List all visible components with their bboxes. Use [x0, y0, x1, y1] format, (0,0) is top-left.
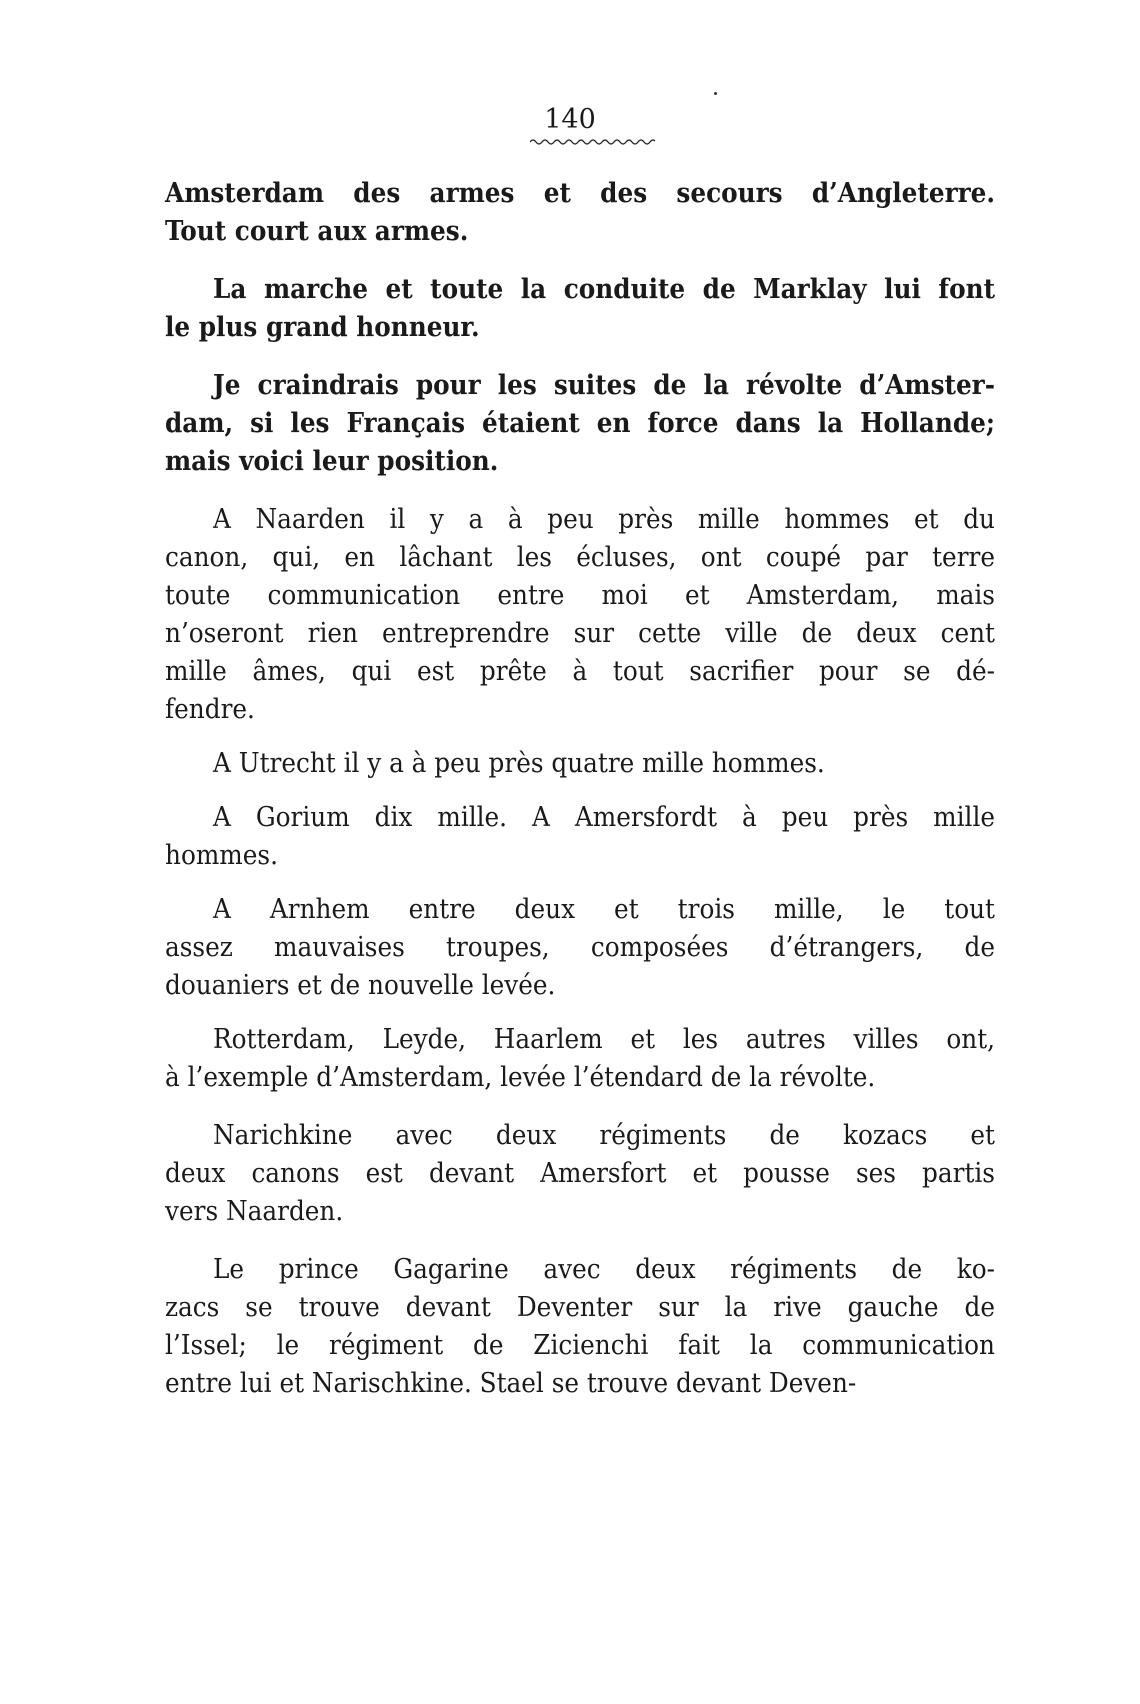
paragraph	[165, 1116, 995, 1230]
text-line: vers Naarden.	[165, 1195, 344, 1227]
paragraph	[165, 1020, 995, 1096]
body-text	[165, 174, 995, 1402]
text-line: Je craindrais pour les suites de la révolte d’Amster-	[213, 369, 995, 401]
text-line: Tout court aux armes.	[165, 215, 469, 247]
text-line: deux canons est devant Amersfort et pousse ses partis	[165, 1157, 995, 1189]
paragraph	[165, 744, 995, 782]
paragraph	[165, 1250, 995, 1402]
text-line: Amsterdam des armes et des secours d’Angleterre.	[165, 177, 995, 209]
paragraph	[165, 798, 995, 874]
page-number: 140	[544, 104, 596, 135]
text-line: fendre.	[165, 693, 255, 725]
text-line: Rotterdam, Leyde, Haarlem et les autres villes ont,	[213, 1023, 995, 1055]
paragraph	[165, 174, 995, 250]
text-line: A Naarden il y a à peu près mille hommes et du	[213, 503, 995, 535]
text-line: toute communication entre moi et Amsterdam, mais	[165, 579, 995, 611]
paragraph	[165, 890, 995, 1004]
text-line: zacs se trouve devant Deventer sur la rive gauche de	[165, 1291, 995, 1323]
wavy-rule-ornament	[530, 138, 655, 146]
text-line: mille âmes, qui est prête à tout sacrifier pour se dé-	[165, 655, 995, 687]
text-line: A Arnhem entre deux et trois mille, le tout	[213, 893, 995, 925]
text-line: entre lui et Narischkine. Stael se trouve devant Deven-	[165, 1367, 857, 1399]
print-speck	[714, 92, 717, 95]
text-line: douaniers et de nouvelle levée.	[165, 969, 556, 1001]
text-line: dam, si les Français étaient en force dans la Hollande;	[165, 407, 995, 439]
text-line: mais voici leur position.	[165, 445, 499, 477]
text-line: A Gorium dix mille. A Amersfordt à peu près mille	[213, 801, 995, 833]
text-line: A Utrecht il y a à peu près quatre mille hommes.	[213, 747, 825, 779]
text-line: l’Issel; le régiment de Zicienchi fait la communication	[165, 1329, 995, 1361]
text-line: canon, qui, en lâchant les écluses, ont coupé par terre	[165, 541, 995, 573]
text-line: La marche et toute la conduite de Marklay lui font	[213, 273, 995, 305]
text-line: Narichkine avec deux régiments de kozacs et	[213, 1119, 995, 1151]
paragraph	[165, 270, 995, 346]
text-line: à l’exemple d’Amsterdam, levée l’étendard de la révolte.	[165, 1061, 876, 1093]
paragraph	[165, 500, 995, 728]
text-line: le plus grand honneur.	[165, 311, 480, 343]
paragraph	[165, 366, 995, 480]
text-line: assez mauvaises troupes, composées d’étrangers, de	[165, 931, 995, 963]
text-line: Le prince Gagarine avec deux régiments de ko-	[213, 1253, 995, 1285]
text-line: hommes.	[165, 839, 278, 871]
text-line: n’oseront rien entreprendre sur cette ville de deux cent	[165, 617, 995, 649]
